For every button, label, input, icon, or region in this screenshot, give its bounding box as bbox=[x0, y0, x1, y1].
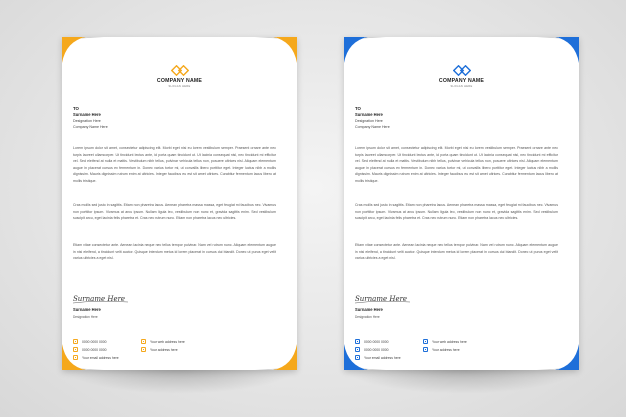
signatory-designation: Designation Here bbox=[355, 315, 380, 319]
contact-phone bbox=[73, 347, 107, 352]
signature bbox=[72, 291, 132, 305]
signature-script: Surname Here bbox=[73, 295, 126, 303]
recipient-block bbox=[355, 106, 390, 130]
recipient-designation: Designation Here bbox=[355, 119, 383, 123]
signatory-name: Surname Here bbox=[73, 307, 101, 312]
phone-icon bbox=[73, 339, 78, 344]
signatory-name: Surname Here bbox=[355, 307, 383, 312]
letterhead-blue bbox=[344, 37, 579, 370]
phone-text: 0000 0000 0000 bbox=[364, 347, 389, 352]
company-slogan: SLOGAN HERE bbox=[168, 85, 191, 88]
location-icon bbox=[423, 347, 428, 352]
logo-mark-icon bbox=[453, 65, 471, 76]
web-text: Your web address here bbox=[150, 339, 185, 344]
email-icon bbox=[73, 355, 78, 360]
recipient-designation: Designation Here bbox=[73, 119, 101, 123]
body-paragraph: Lorem ipsum dolor sit amet, consectetur adipiscing elit. Morbi eget nisi eu lorem vestibulum semper. Praesent ornare ante nec turpis laoreet ullamcorper. Ut tincidunt lectus ante, id porta quam tincidunt ut. Ut lacinia consequat nisl, nec tincidunt mi efficitur vel. Sed eleifend at nulla et mattis. Vestibulum nibh tellus, pulvinar vehicula tellus non, posuere ultrices nisl. Aliquam elementum augue in placerat cursus ex fermentum in. Donec varius tortor mi, ut convallis libero porttitor eget. Integer luctus nibh a mollis dignissim. Mauris dignissim rutrum enim at ultricies. Integer faucibus eu est sit amet ultrices. Curabitur fermentum lacus libero at mollis tristique. bbox=[355, 146, 558, 183]
recipient-block bbox=[73, 106, 108, 130]
phone-icon bbox=[73, 347, 78, 352]
phone-icon bbox=[355, 347, 360, 352]
address-text: Your address here bbox=[432, 347, 460, 352]
page-shadow bbox=[62, 368, 297, 394]
web-text: Your web address here bbox=[432, 339, 467, 344]
contact-address bbox=[423, 347, 460, 352]
contact-address bbox=[141, 347, 178, 352]
body-paragraph: Etiam vitae consectetur ante. Aenean lacinia neque nec tellus tempor pulvinar. Nam vel rutrum nunc. Aliquam elementum augue in nisi eleifend, a tincidunt velit auctor. Quisque interdum metus id lorem placerat in cursus dui blandit. Donec ut purus eget velit varius ultricies a eget nisl. bbox=[73, 243, 276, 261]
company-name: COMPANY NAME bbox=[156, 78, 203, 84]
logo-mark-icon bbox=[171, 65, 189, 76]
email-icon bbox=[355, 355, 360, 360]
phone-text: 0000 0000 0000 bbox=[82, 347, 107, 352]
company-logo bbox=[344, 65, 579, 88]
signature-script: Surname Here bbox=[355, 295, 408, 303]
contact-phone bbox=[73, 339, 107, 344]
letterhead-yellow bbox=[62, 37, 297, 370]
recipient-company: Company Name Here bbox=[73, 125, 108, 129]
contact-phone bbox=[355, 347, 389, 352]
recipient-name: Surname Here bbox=[73, 112, 101, 117]
contact-web bbox=[141, 339, 185, 344]
web-icon bbox=[141, 339, 146, 344]
body-paragraph: Lorem ipsum dolor sit amet, consectetur adipiscing elit. Morbi eget nisi eu lorem vestibulum semper. Praesent ornare ante nec turpis laoreet ullamcorper. Ut tincidunt lectus ante, id porta quam tincidunt ut. Ut lacinia consequat nisl, nec tincidunt mi efficitur vel. Sed eleifend at nulla et mattis. Vestibulum nibh tellus, pulvinar vehicula tellus non, posuere ultrices nisl. Aliquam elementum augue in placerat cursus ex fermentum in. Donec varius tortor mi, ut convallis libero porttitor eget. Integer luctus nibh a mollis dignissim. Mauris dignissim rutrum enim at ultricies. Integer faucibus eu est sit amet ultrices. Curabitur fermentum lacus libero at mollis tristique. bbox=[73, 146, 276, 183]
contact-email bbox=[355, 355, 401, 360]
contact-phone bbox=[355, 339, 389, 344]
email-text: Your email address here bbox=[364, 355, 401, 360]
company-slogan: SLOGAN HERE bbox=[450, 85, 473, 88]
page-shadow bbox=[344, 368, 579, 394]
company-name: COMPANY NAME bbox=[438, 78, 485, 84]
phone-text: 0000 0000 0000 bbox=[82, 339, 107, 344]
email-text: Your email address here bbox=[82, 355, 119, 360]
web-icon bbox=[423, 339, 428, 344]
to-label: TO bbox=[73, 106, 79, 111]
body-paragraph: Etiam vitae consectetur ante. Aenean lacinia neque nec tellus tempor pulvinar. Nam vel rutrum nunc. Aliquam elementum augue in nisi eleifend, a tincidunt velit auctor. Quisque interdum metus id lorem placerat in cursus dui blandit. Donec ut purus eget velit varius ultricies a eget nisl. bbox=[355, 243, 558, 261]
company-logo bbox=[62, 65, 297, 88]
recipient-name: Surname Here bbox=[355, 112, 383, 117]
signatory-designation: Designation Here bbox=[73, 315, 98, 319]
contact-email bbox=[73, 355, 119, 360]
location-icon bbox=[141, 347, 146, 352]
contact-web bbox=[423, 339, 467, 344]
body-paragraph: Cras mollis sed justo in sagittis. Etiam non pharetra lacus. Aenean pharetra massa massa, eget feugiat mi faucibus nec. Vivamus non porttitor ipsum. Vivamus at arcu ipsum. Nullam ligula leo, vestibulum non nunc et, gravida sagittis enim. Sed vestibulum suscipit arcu, eget lacinia felis pharetra et. Cras nec rutrum nunc. Etiam non pharetra lacus nec ultricies. bbox=[73, 203, 276, 221]
phone-icon bbox=[355, 339, 360, 344]
to-label: TO bbox=[355, 106, 361, 111]
recipient-company: Company Name Here bbox=[355, 125, 390, 129]
phone-text: 0000 0000 0000 bbox=[364, 339, 389, 344]
body-paragraph: Cras mollis sed justo in sagittis. Etiam non pharetra lacus. Aenean pharetra massa massa, eget feugiat mi faucibus nec. Vivamus non porttitor ipsum. Vivamus at arcu ipsum. Nullam ligula leo, vestibulum non nunc et, gravida sagittis enim. Sed vestibulum suscipit arcu, eget lacinia felis pharetra et. Cras nec rutrum nunc. Etiam non pharetra lacus nec ultricies. bbox=[355, 203, 558, 221]
address-text: Your address here bbox=[150, 347, 178, 352]
signature bbox=[354, 291, 414, 305]
